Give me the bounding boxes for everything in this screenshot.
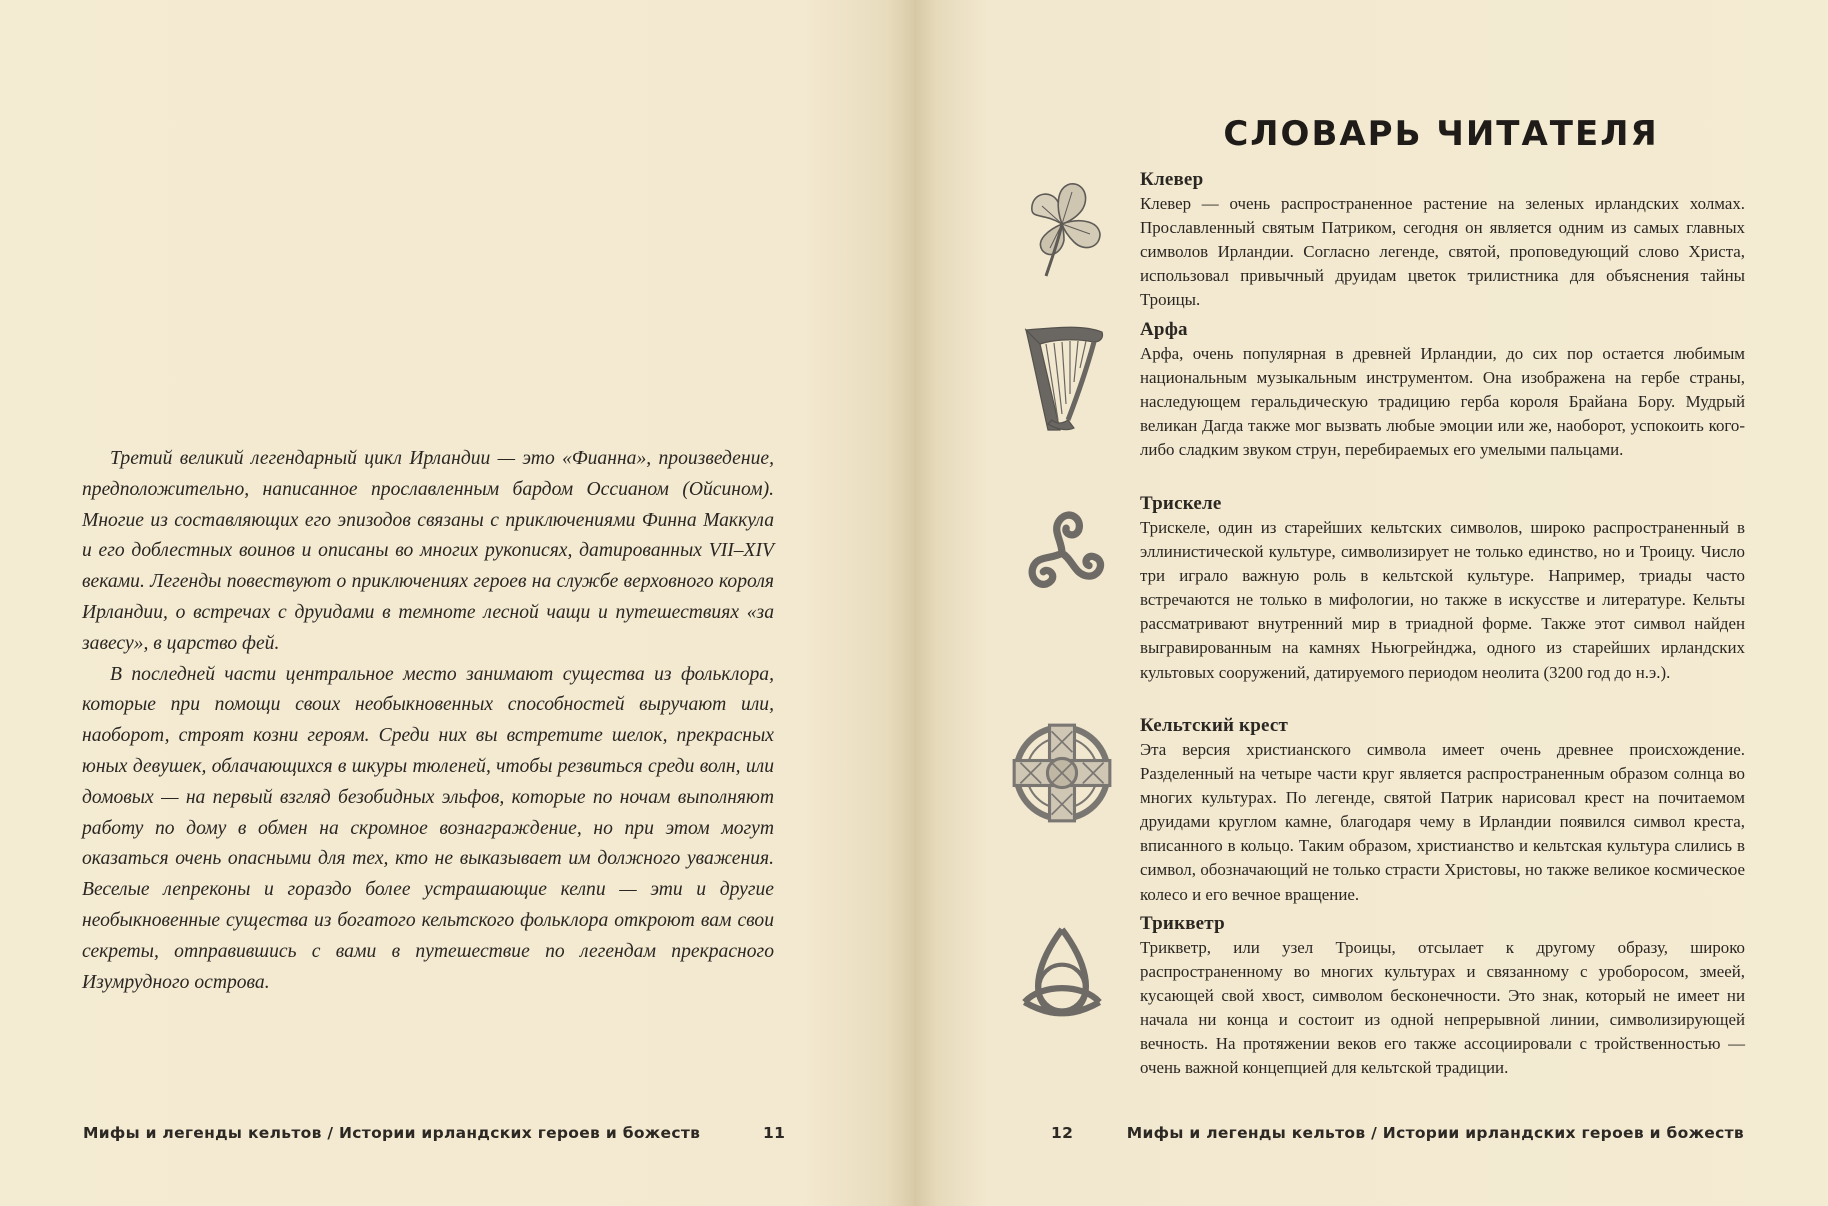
triskele-icon [1010,496,1114,606]
page-title: СЛОВАРЬ ЧИТАТЕЛЯ [1223,114,1659,154]
entry-definition: Трикветр, или узел Троицы, отсылает к другому образу, широко распространенному во многих культурах и связанному с уроборосом, змеей, кусающей свой хвост, символом бесконечности. Это знак, который не имеет ни начала ни конца и состоит из одной непрерывной линии, символизирующей вечность. На протяжении веков его также ассоциировали с тройственностью — очень важной концепцией для кельтской традиции. [1140,938,1745,1078]
entry-term: Трискеле [1140,493,1222,514]
entry-term: Клевер [1140,169,1204,190]
paragraph: Третий великий легендарный цикл Ирландии — это «Фианна», произведение, предположительно, написанное прославленным бардом Оссианом (Ойсином). Многие из составляющих его эпизодов связаны с приключениями Финна Маккула и его доблестных воинов и описаны во многих рукописях, датированных VII–XIV веками. Легенды повествуют о приключениях героев на службе верховного короля Ирландии, о встречах с друидами в темноте лесной чащи и путешествиях «за завесу», в царство фей. [82,448,774,654]
dictionary-entry-triquetra [1140,912,1745,1081]
entry-term: Кельтский крест [1140,715,1289,736]
entry-definition: Эта версия христианского символа имеет очень древнее происхождение. Разделенный на четыре части круг является распространенным образом солнца во многих культурах. По легенде, святой Патрик нарисовал крест на почитаемом друидами круглом камне, благодаря чему в Ирландии появился символ креста, вписанного в кольцо. Таким образом, христианство и кельтская культура слились в символ, обозначающий не только страсти Христовы, но также великое космическое колесо и его вечное вращение. [1140,740,1745,904]
dictionary-entry-clover [1140,168,1745,312]
dictionary-entry-harp [1140,318,1745,462]
celtic-cross-icon [1010,718,1114,828]
running-footer-title: Мифы и легенды кельтов / Истории ирландских героев и божеств [83,1124,701,1142]
page-number: 12 [1051,1124,1074,1142]
entry-term: Арфа [1140,319,1188,340]
harp-icon [1010,324,1114,434]
dictionary-entry-celtic-cross [1140,714,1745,907]
right-page [914,0,1828,1206]
entry-definition: Трискеле, один из старейших кельтских символов, широко распространенный в эллинистической культуре, символизирует не только единство, но и Троицу. Число три играло важную роль в кельтской культуре. Например, триады часто встречаются не только в мифологии, но также в искусстве и литературе. Кельты рассматривают внутренний мир в триадной форме. Также этот символ найден выгравированным на камнях Ньюгрейнджа, одного из старейших ирландских культовых сооружений, датируемого периодом неолита (3200 год до н.э.). [1140,518,1745,682]
entry-definition: Арфа, очень популярная в древней Ирландии, до сих пор остается любимым национальным музыкальным инструментом. Она изображена на гербе страны, наследующем геральдическую традицию герба короля Брайана Бору. Мудрый великан Дагда также мог вызвать любые эмоции или же, наоборот, успокоить кого-либо сладким звуком струн, перебираемых его умелыми пальцами. [1140,344,1745,460]
page-number: 11 [763,1124,786,1142]
entry-term: Трикветр [1140,913,1225,934]
clover-icon [1010,172,1114,282]
entry-definition: Клевер — очень распространенное растение на зеленых ирландских холмах. Прославленный святым Патриком, сегодня он является одним из самых главных символов Ирландии. Согласно легенде, святой, проповедующий слово Христа, использовал привычный друидам цветок трилистника для объяснения тайны Троицы. [1140,194,1745,310]
triquetra-icon [1010,918,1114,1028]
paragraph: В последней части центральное место занимают существа из фольклора, которые при помощи своих необыкновенных способностей выручают или, наоборот, строят козни героям. Среди них вы встретите шелок, прекрасных юных девушек, облачающихся в шкуры тюленей, чтобы резвиться среди волн, или домовых — на первый взгляд безобидных эльфов, которые по ночам выполняют работу по дому в обмен на скромное вознаграждение, но при этом могут оказаться очень опасными для тех, кто не выказывает им должного уважения. Веселые лепреконы и гораздо более устрашающие келпи — эти и другие необыкновенные существа из богатого кельтского фольклора откроют вам свои секреты, отправившись с вами в путешествие по легендам прекрасного Изумрудного острова. [82,663,774,993]
dictionary-entry-triskele [1140,492,1745,685]
running-footer-title: Мифы и легенды кельтов / Истории ирландских героев и божеств [1126,1124,1744,1142]
intro-prose [82,444,774,998]
